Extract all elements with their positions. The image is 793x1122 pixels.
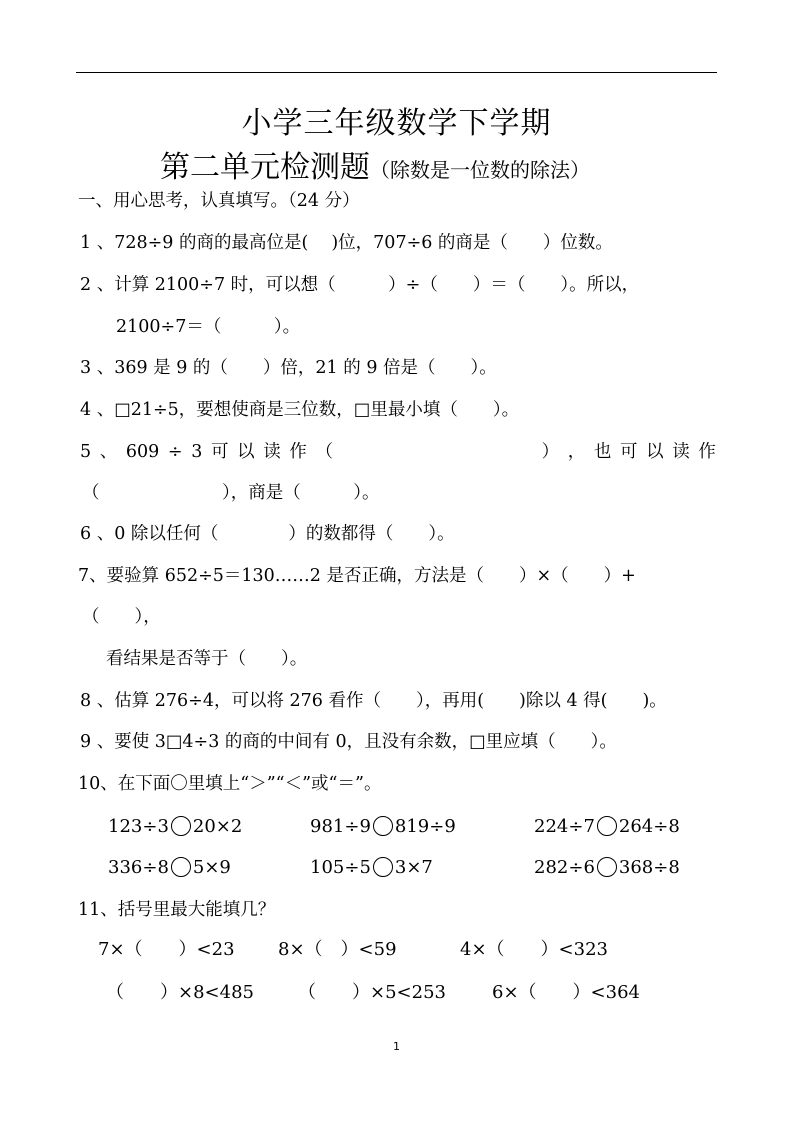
question-7-line-2: （ ）， [82, 607, 161, 627]
question-5-line-1 [80, 441, 716, 463]
q5-part: 609 [125, 442, 160, 462]
compare-right: 264÷8 [618, 816, 680, 837]
q5-part: 也 [593, 442, 612, 462]
compare-right: 819÷9 [394, 816, 456, 837]
subtitle-note: （除数是一位数的除法） [370, 158, 590, 182]
compare-right: 368÷8 [618, 857, 680, 878]
page-subtitle [160, 142, 590, 186]
q5-part: 作 [289, 442, 307, 462]
compare-circle-icon[interactable] [597, 857, 617, 877]
question-9: 9 、要使 3□4÷3 的商的中间有 0，且没有余数，□里应填（ ）。 [80, 732, 617, 752]
question-5-line-2: （ ），商是（ ）。 [82, 483, 380, 503]
question-2-line-1: 2 、计算 2100÷7 时，可以想（ ）÷（ ）＝（ ）。所以， [80, 275, 640, 295]
q5-part: 3 [191, 442, 203, 462]
question-3: 3 、369 是 9 的（ ）倍，21 的 9 倍是（ ）。 [80, 358, 497, 378]
fill-item: 6×（ ）<364 [492, 982, 640, 1003]
q5-part: 、 [99, 442, 118, 462]
q5-part: ÷ [167, 442, 183, 462]
compare-left: 224÷7 [534, 816, 595, 837]
compare-item [108, 856, 231, 880]
compare-item [534, 856, 680, 880]
q5-part: ， [567, 442, 586, 462]
compare-item [534, 815, 680, 839]
q5-part: 作 [698, 442, 716, 462]
page-title: 小学三年级数学下学期 [241, 106, 552, 141]
page-number: 1 [393, 1040, 400, 1053]
subtitle-main: 第二单元检测题 [160, 150, 370, 185]
question-2-line-2: 2100÷7＝（ ）。 [116, 317, 301, 337]
compare-right: 20×2 [192, 816, 243, 837]
q5-part: （ [315, 442, 333, 462]
compare-circle-icon[interactable] [597, 816, 617, 836]
fill-item: 7×（ ）<23 [98, 939, 235, 960]
compare-circle-icon[interactable] [171, 816, 191, 836]
compare-circle-icon[interactable] [373, 816, 393, 836]
q5-part: ） [541, 442, 560, 462]
q5-part: 可 [210, 442, 229, 462]
question-7-line-3: 看结果是否等于（ ）。 [106, 649, 308, 669]
question-10: 10、在下面〇里填上“＞”“＜”或“＝”。 [78, 774, 382, 794]
question-11: 11、括号里最大能填几？ [78, 900, 276, 920]
compare-item [310, 815, 456, 839]
compare-left: 282÷6 [534, 857, 595, 878]
compare-item [310, 856, 433, 880]
header-rule [76, 72, 717, 73]
q5-part: 以 [237, 442, 255, 462]
compare-left: 123÷3 [108, 816, 169, 837]
compare-circle-icon[interactable] [171, 857, 191, 877]
compare-item [108, 815, 242, 839]
question-4: 4 、□21÷5，要想使商是三位数，□里最小填（ ）。 [80, 400, 520, 420]
compare-right: 3×7 [394, 857, 433, 878]
section-heading: 一、用心思考，认真填写。（24 分） [78, 191, 360, 211]
q5-part: 以 [646, 442, 664, 462]
question-7-line-1: 7、要验算 652÷5＝130……2 是否正确，方法是（ ）×（ ）+ [78, 566, 636, 586]
compare-circle-icon[interactable] [373, 857, 393, 877]
compare-left: 105÷5 [310, 857, 371, 878]
compare-right: 5×9 [192, 857, 231, 878]
q5-part: 读 [672, 442, 690, 462]
question-6: 6 、0 除以任何（ ）的数都得（ ）。 [80, 524, 455, 544]
q5-part: 读 [263, 442, 281, 462]
q5-part: 5 [80, 442, 92, 462]
question-8: 8 、估算 276÷4，可以将 276 看作（ ），再用( )除以 4 得( )。 [80, 691, 667, 711]
fill-item: 8×（ ）<59 [278, 939, 397, 960]
fill-item: 4×（ ）<323 [460, 939, 608, 960]
q5-part: 可 [619, 442, 638, 462]
question-1: 1 、728÷9 的商的最高位是( )位，707÷6 的商是（ ）位数。 [80, 233, 613, 253]
fill-item: （ ）×5<253 [298, 982, 446, 1003]
compare-left: 336÷8 [108, 857, 169, 878]
fill-item: （ ）×8<485 [106, 982, 254, 1003]
compare-left: 981÷9 [310, 816, 371, 837]
